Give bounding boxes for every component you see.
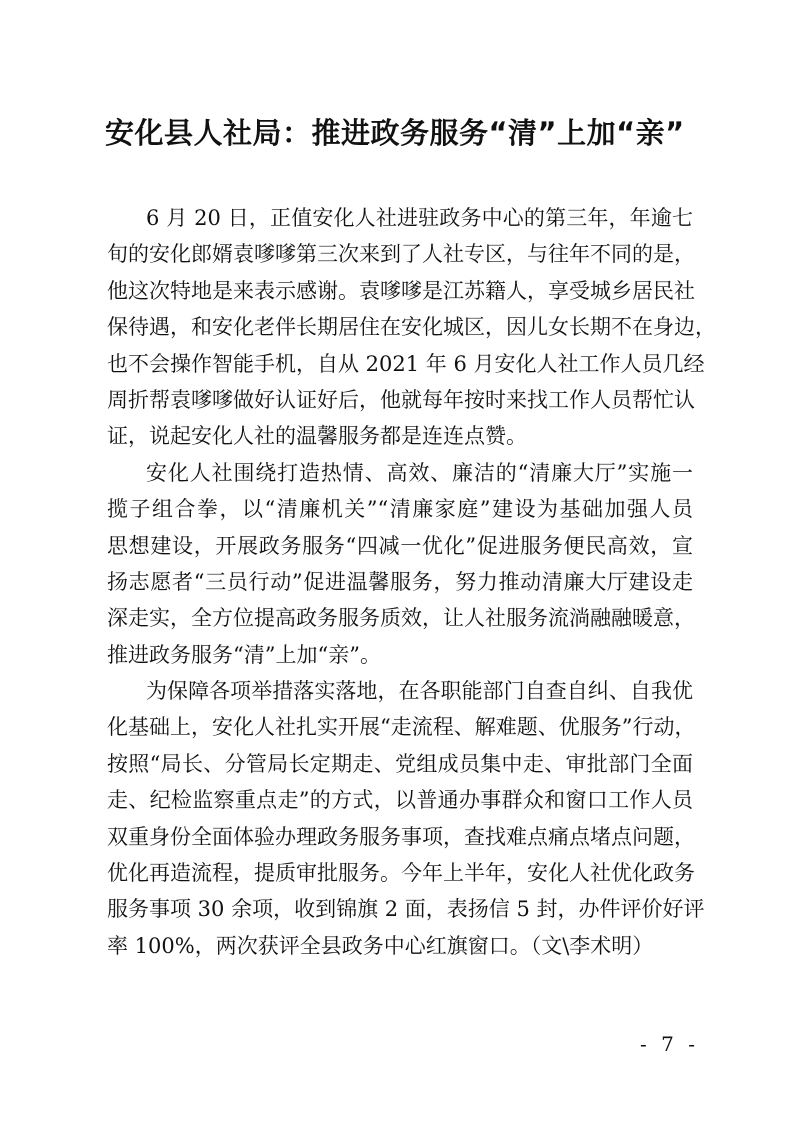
- page-number: - 7 -: [640, 1032, 699, 1056]
- text-line: 揽子组合拳，以“清廉机关”“清廉家庭”建设为基础加强人员: [107, 497, 693, 522]
- text-line: 推进政务服务“清”上加“亲”。: [107, 642, 381, 667]
- text-line: 化基础上，安化人社扎实开展“走流程、解难题、优服务”行动，: [107, 715, 696, 740]
- text-line: 证，说起安化人社的温馨服务都是连连点赞。: [107, 424, 527, 449]
- text-line: 6 月 20 日，正值安化人社进驻政务中心的第三年，年逾七: [146, 206, 693, 230]
- text-line: 安化人社围绕打造热情、高效、廉洁的“清廉大厅”实施一: [146, 460, 693, 485]
- text-line: 走、纪检监察重点走”的方式，以普通办事群众和窗口工作人员: [107, 788, 693, 813]
- text-line: 扬志愿者“三员行动”促进温馨服务，努力推动清廉大厅建设走: [107, 569, 693, 594]
- text-line: 也不会操作智能手机，自从 2021 年 6 月安化人社工作人员几经: [107, 351, 705, 376]
- text-line: 率 100%，两次获评全县政务中心红旗窗口。（文\李术明）: [107, 933, 654, 958]
- text-line: 深走实，全方位提高政务服务质效，让人社服务流淌融融暖意，: [107, 606, 695, 631]
- paragraph: [107, 673, 705, 964]
- paragraph: [107, 200, 716, 455]
- text-line: 服务事项 30 余项，收到锦旗 2 面，表扬信 5 封，办件评价好评: [107, 897, 705, 922]
- text-line: 思想建设，开展政务服务“四减一优化”促进服务便民高效，宣: [107, 533, 693, 558]
- text-line: 旬的安化郎婿袁嗲嗲第三次来到了人社专区，与往年不同的是，: [107, 242, 695, 267]
- article-body: [107, 200, 716, 964]
- text-line: 双重身份全面体验办理政务服务事项，查找难点痛点堵点问题，: [107, 824, 695, 849]
- text-line: 优化再造流程，提质审批服务。今年上半年，安化人社优化政务: [107, 861, 695, 886]
- text-line: 保待遇，和安化老伴长期居住在安化城区，因儿女长期不在身边，: [107, 315, 716, 340]
- text-line: 他这次特地是来表示感谢。袁嗲嗲是江苏籍人，享受城乡居民社: [107, 278, 695, 303]
- paragraph: [107, 455, 693, 673]
- text-line: 为保障各项举措落实落地，在各职能部门自查自纠、自我优: [146, 679, 693, 704]
- text-line: 周折帮袁嗲嗲做好认证好后，他就每年按时来找工作人员帮忙认: [107, 387, 695, 412]
- text-line: 按照“局长、分管局长定期走、党组成员集中走、审批部门全面: [107, 751, 693, 776]
- article-title: 安化县人社局：推进政务服务“清”上加“亲”: [105, 116, 685, 150]
